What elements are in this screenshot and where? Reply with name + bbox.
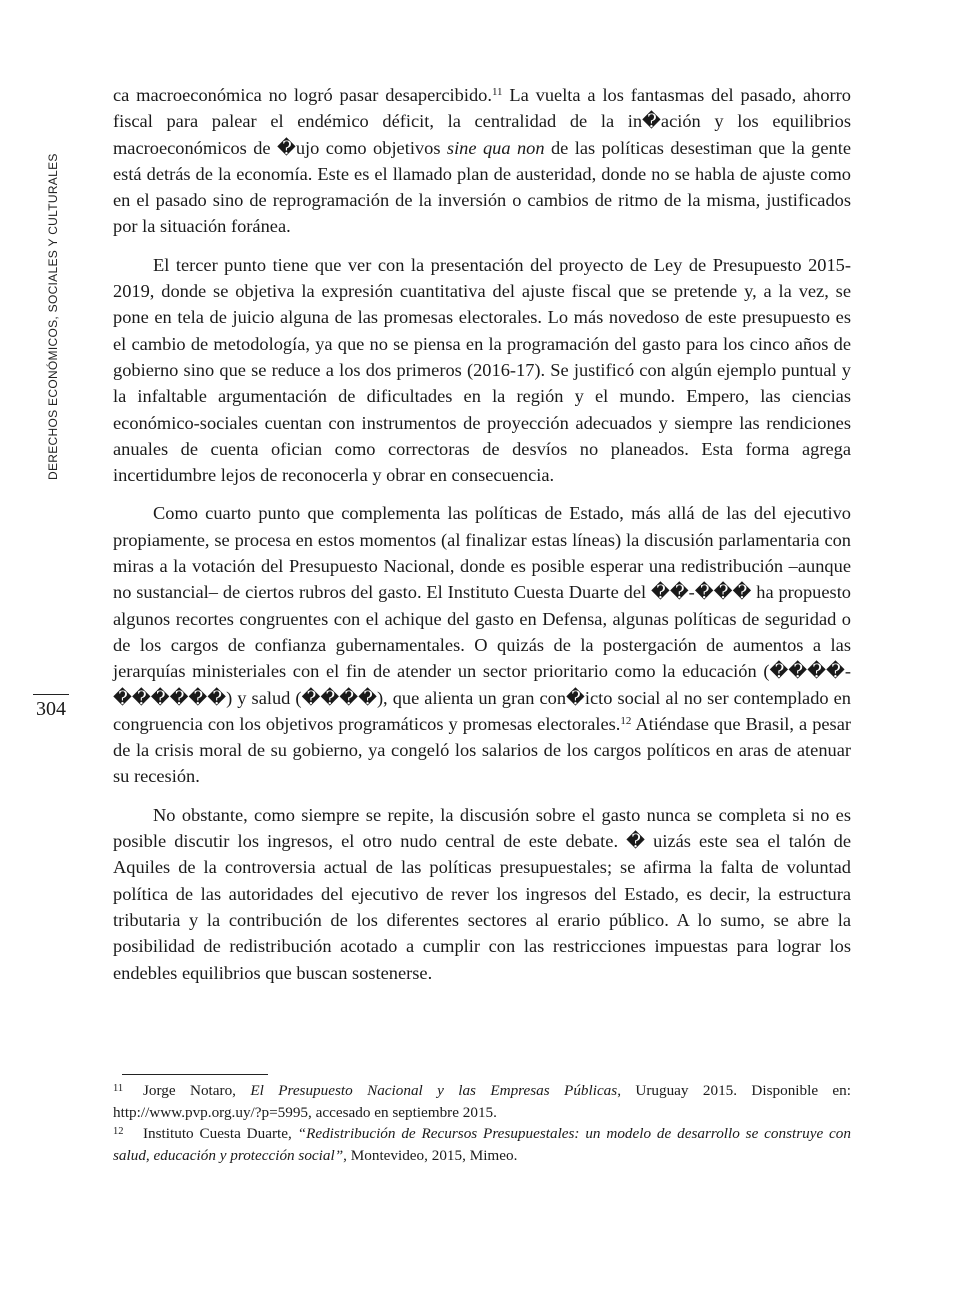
paragraph (113, 82, 851, 240)
running-head: DERECHOS ECONÓMICOS, SOCIALES Y CULTURALES (46, 153, 60, 480)
page-number: 304 (36, 698, 66, 720)
footnote-ref[interactable]: 12 (620, 714, 632, 727)
paragraph: El tercer punto tiene que ver con la presentación del proyecto de Ley de Presupuesto 2015-2019, donde se objetiva la expresión cuantitativa del ajuste fiscal que se pretende y, a la vez, se pone en tela de juicio alguna de las promesas electorales. Lo más novedoso de este presupuesto es el cambio de metodología, ya que no se piensa en la programación del gasto para los cinco años de gobierno sino que se reduce a los dos primeros (2016-17). Se justificó con algún ejemplo puntual y la infaltable argumentación de dificultades en la región y el mundo. Empero, las ciencias económico-sociales cuentan con instrumentos de proyección adecuados y siempre las rendiciones anuales de cuenta ofician como correctoras de desvíos no planeados. Esta forma agrega incertidumbre lejos de reconocerla y obrar en consecuencia. (113, 254, 851, 486)
page-number-rule (33, 694, 69, 695)
footnote-author: Instituto Cuesta Duarte, (143, 1125, 298, 1142)
footnote-title: “Redistribución de Recursos Presupuestales: un modelo de desarrollo se construye con salud, educación y protección social” (113, 1125, 851, 1164)
footnote-author: Jorge Notaro, (143, 1082, 251, 1099)
paragraph-text: Atiéndase que Brasil, a pesar de la crisis moral de su gobierno, ya congeló los salarios de los cargos políticos en aras de atenuar su recesión. (113, 713, 851, 787)
footnote-rest: , Montevideo, 2015, Mimeo. (343, 1146, 518, 1164)
footnotes (113, 1080, 851, 1166)
footnote: 12 Instituto Cuesta Duarte, “Redistribución de Recursos Presupuestales: un modelo de desarrollo se construye con salud, educación y protección social”, Montevideo, 2015, Mimeo. (113, 1125, 851, 1164)
footnote: 11 Jorge Notaro, El Presupuesto Nacional y las Empresas Públicas, Uruguay 2015. Disponible en: http://www.pvp.org.uy/?p=5995, accesado en septiembre 2015. (113, 1082, 851, 1121)
footnote-ref[interactable]: 11 (491, 86, 503, 98)
footnote-title: El Presupuesto Nacional y las Empresas Públicas (250, 1082, 618, 1099)
paragraph-text: de las políticas desestiman que la gente está detrás de la economía. Este es el llamado plan de austeridad, donde no se habla de ajuste como en el pasado sino de reprogramación de la inversión o cambios de ritmo de la misma, justificados por la situación foránea. (113, 137, 851, 237)
paragraph-text: ca macroeconómica no logró pasar desapercibido. (113, 85, 492, 105)
latin-phrase: sine qua non (446, 137, 545, 158)
footnote-rest[interactable]: , Uruguay 2015. Disponible en: http://www.pvp.org.uy/?p=5995, accesado en septiembre 2015. (113, 1082, 851, 1121)
paragraph-text: Como cuarto punto que complementa las políticas de Estado, más allá de las del ejecutivo propiamente, se procesa en estos momentos (al finalizar estas líneas) la discusión parlamentaria con miras a la votación del Presupuesto Nacional, donde es posible esperar una redistribución –aunque no sustancial– de ciertos rubros del gasto. El Instituto Cuesta Duarte del ��-��� ha propuesto algunos recortes congruentes con el achique del gasto en Defensa, algunas políticas de seguridad o de los cargos de confianza gubernamentales. O quizás de la postergación de aumentos a las jerarquías ministeriales con el fin de atender un sector prioritario como la educación (����-������) y salud (����), que alienta un gran con�icto social al no ser contemplado en congruencia con los objetivos programáticos y promesas electorales. (113, 503, 851, 734)
paragraph (113, 500, 851, 789)
paragraph-text: La vuelta a los fantasmas del pasado, ahorro fiscal para palear el endémico déficit, la centralidad de la in�ación y los equilibrios macroeconómicos de �ujo como objetivos (113, 85, 851, 158)
paragraph: No obstante, como siempre se repite, la discusión sobre el gasto nunca se completa si no es posible discutir los ingresos, el otro nudo central de este debate. � uizás este sea el talón de Aquiles de la controversia actual de las políticas presupuestales; se afirma la falta de voluntad política de las autoridades del ejecutivo de rever los ingresos del Estado, es decir, la estructura tributaria y la contribución de los diferentes sectores al erario público. A lo sumo, se abre la posibilidad de redistribución acotado a cumplir con las restricciones impuestas para lograr los endebles equilibrios que buscan sostenerse. (113, 804, 851, 983)
body-text (113, 82, 851, 998)
footnote-rule (122, 1074, 268, 1075)
